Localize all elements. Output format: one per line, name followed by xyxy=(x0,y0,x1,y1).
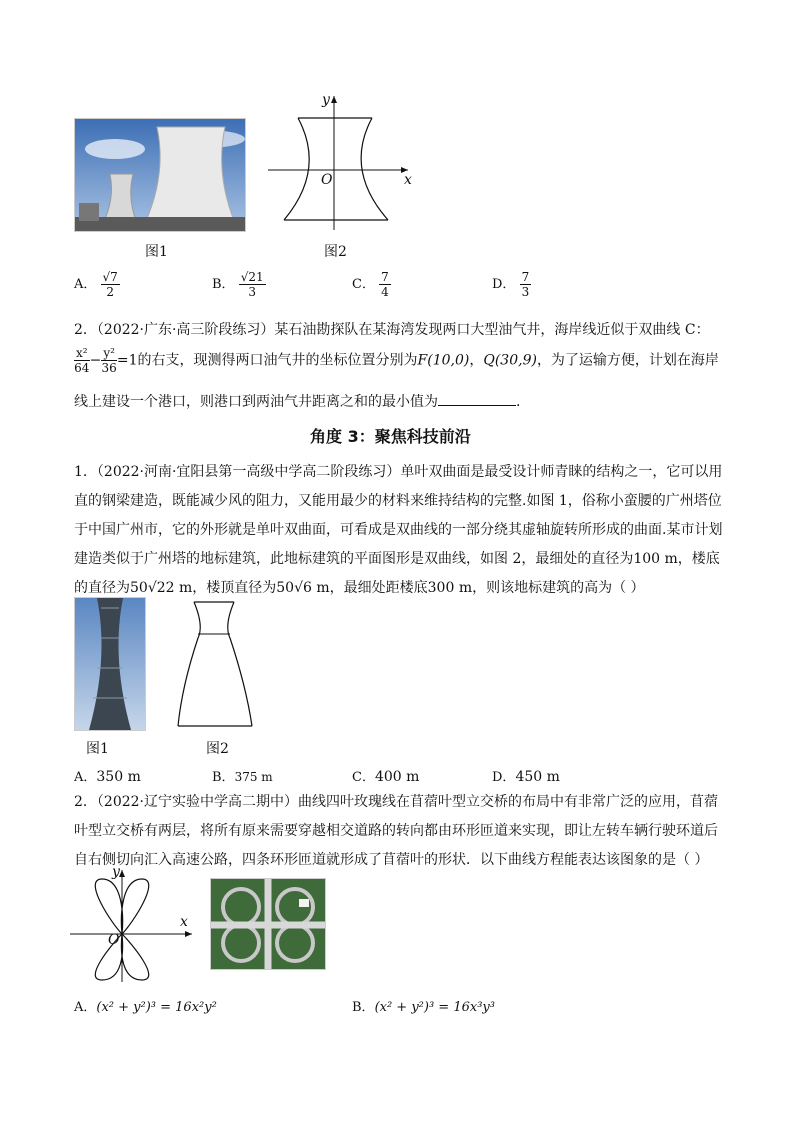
rose-y-axis-label: y xyxy=(112,864,120,880)
q1-option-c[interactable]: C．400 m xyxy=(352,769,420,785)
fraction: $\frac{7}{3}$ xyxy=(521,270,530,299)
rose-x-axis-label: x xyxy=(180,914,188,930)
section-title: 角度 3：聚焦科技前沿 xyxy=(310,427,471,446)
q2b-option-a[interactable]: A．(x² + y²)³ = 16x²y² xyxy=(74,1000,217,1015)
q1-option-b[interactable]: B．375 m xyxy=(212,770,273,785)
q1-line1: 1．（2022·河南·宜阳县第一高级中学高二阶段练习）单叶双曲面是最受设计师青睐的结构之一，它可以用 xyxy=(74,464,723,480)
q2-line2: $\frac{\text{x²}}{64}$ − $\frac{\text{y²}}{36}$ =1的右支，现测得两口油气井的坐标位置分别为F(10,0)，Q(30,9)，为了运输方便，计划在海岸 xyxy=(74,346,719,375)
answer-blank[interactable] xyxy=(438,391,516,406)
fraction: $\frac{√7}{2}$ xyxy=(102,270,118,299)
q1-line3: 于中国广州市，它的外形就是单叶双曲面，可看成是双曲线的一部分绕其虚轴旋转所形成的曲面.某市计划 xyxy=(74,522,723,538)
q1-option-a[interactable]: A．350 m xyxy=(74,769,141,785)
tower-figure2-caption: 图2 xyxy=(206,741,229,757)
q1-line2: 直的钢梁建造，既能减少风的阻力，又能用最少的材料来维持结构的完整.如图 1，俗称小蛮腰的广州塔位 xyxy=(74,493,722,509)
canton-tower-photo xyxy=(74,597,146,731)
rose-origin-label: O xyxy=(108,932,120,948)
option-c[interactable]: C． $\frac{7}{4}$ xyxy=(352,270,389,299)
cloverleaf-interchange-photo xyxy=(210,878,326,970)
option-d[interactable]: D． $\frac{7}{3}$ xyxy=(492,270,530,299)
figure1-caption: 图1 xyxy=(145,244,168,260)
tower-figure1-caption: 图1 xyxy=(86,741,109,757)
x-axis-label: x xyxy=(404,172,412,188)
fraction: $\frac{√21}{3}$ xyxy=(240,270,264,299)
y-axis-label: y xyxy=(322,92,330,108)
y-fraction: $\frac{\text{y²}}{36}$ xyxy=(101,346,117,375)
q1-option-d[interactable]: D．450 m xyxy=(492,769,560,785)
hyperbola-diagram xyxy=(268,90,418,230)
option-a[interactable]: A． $\frac{√7}{2}$ xyxy=(74,270,118,299)
origin-label: O xyxy=(321,172,333,188)
figure2-caption: 图2 xyxy=(324,244,347,260)
q2-line1: 2．（2022·广东·高三阶段练习）某石油勘探队在某海湾发现两口大型油气井，海岸线近似于双曲线 C： xyxy=(74,322,710,338)
q2b-option-b[interactable]: B．(x² + y²)³ = 16x³y³ xyxy=(352,1000,495,1015)
fraction: $\frac{7}{4}$ xyxy=(381,270,389,299)
q1-line4: 建造类似于广州塔的地标建筑，此地标建筑的平面图形是双曲线，如图 2，最细处的直径为100 m，楼底 xyxy=(74,551,720,567)
option-b[interactable]: B． $\frac{√21}{3}$ xyxy=(212,270,264,299)
q2-line3: 线上建设一个港口，则港口到两油气井距离之和的最小值为 . xyxy=(74,388,520,417)
cooling-tower-photo xyxy=(74,118,246,232)
q2b-line1: 2．（2022·辽宁实验中学高二期中）曲线四叶玫瑰线在苜蓿叶型立交桥的布局中有非常广泛的应用，苜蓿 xyxy=(74,794,718,810)
q2b-line3: 自右侧切向汇入高速公路，四条环形匝道就形成了苜蓿叶的形状．以下曲线方程能表达该图象的是（ ） xyxy=(74,852,709,868)
tower-outline-diagram xyxy=(172,596,262,732)
q1-line5: 的直径为50√22 m，楼顶直径为50√6 m，最细处距楼底300 m，则该地标建筑的高为（ ） xyxy=(74,580,645,596)
x-fraction: $\frac{\text{x²}}{64}$ xyxy=(74,346,90,375)
q2b-line2: 叶型立交桥有两层，将所有原来需要穿越相交道路的转向都由环形匝道来实现，即让左转车辆行驶环道后 xyxy=(74,823,718,839)
